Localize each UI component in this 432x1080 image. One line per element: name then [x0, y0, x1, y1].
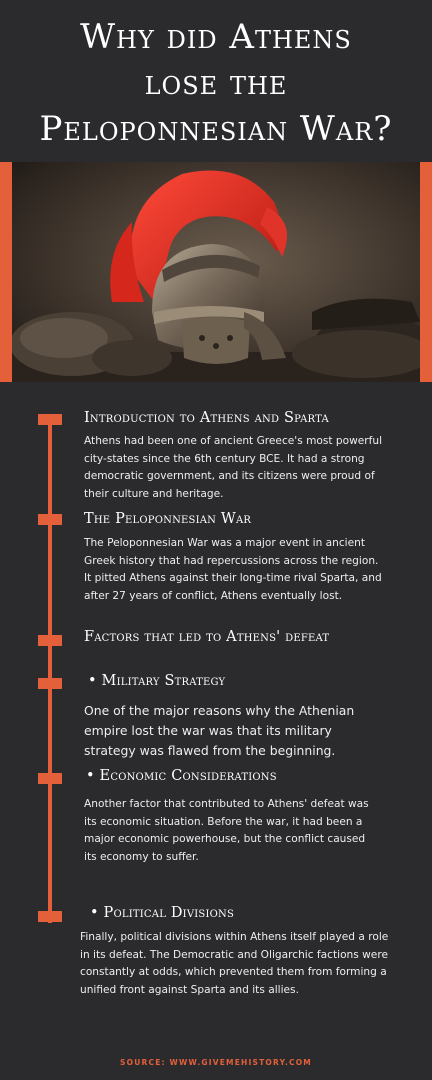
title-line-2: lose the — [144, 63, 288, 103]
timeline-line — [48, 417, 52, 923]
timeline-marker — [38, 773, 62, 784]
factor-body-economic: Another factor that contributed to Athens' defeat was its economic situation. Before the war, it had been a major economic powerhouse, but the conflict caused its economy to suffer. — [84, 798, 369, 863]
factor-heading-political: • Political Divisions — [90, 905, 234, 921]
timeline-marker — [38, 414, 62, 425]
section-heading-introduction: Introduction to Athens and Sparta — [84, 410, 329, 426]
page-title — [0, 14, 432, 152]
section-body-war: The Peloponnesian War was a major event in ancient Greek history that had repercussions across the region. It pitted Athens against their long-time rival Sparta, and after 27 years of conflict, Athens eventually lost. — [84, 537, 382, 602]
factor-body-political: Finally, political divisions within Athens itself played a role in its defeat. The Democratic and Oligarchic factions were constantly at odds, which prevented them from forming a unified front against Sparta and its allies. — [80, 931, 389, 996]
factor-body-military: One of the major reasons why the Athenian empire lost the war was that its military strategy was flawed from the beginning. — [84, 703, 355, 758]
timeline-marker — [38, 678, 62, 689]
factor-heading-military: • Military Strategy — [88, 673, 226, 689]
factor-heading-economic: • Economic Considerations — [86, 768, 277, 784]
section-heading-factors: Factors that led to Athens' defeat — [84, 629, 330, 645]
timeline-marker — [38, 635, 62, 646]
helmet-illustration — [12, 162, 420, 382]
section-body-introduction: Athens had been one of ancient Greece's most powerful city-states since the 6th century BCE. It had a strong democratic government, and its citizens were proud of their culture and heritage. — [84, 435, 383, 500]
title-line-1: Why did Athens — [80, 17, 352, 57]
source-credit: SOURCE: WWW.GIVEMEHISTORY.COM — [120, 1058, 312, 1067]
section-heading-war: The Peloponnesian War — [84, 511, 252, 527]
hero-image — [12, 162, 420, 382]
timeline-marker — [38, 911, 62, 922]
title-line-3: Peloponnesian War? — [39, 109, 393, 149]
timeline-marker — [38, 514, 62, 525]
